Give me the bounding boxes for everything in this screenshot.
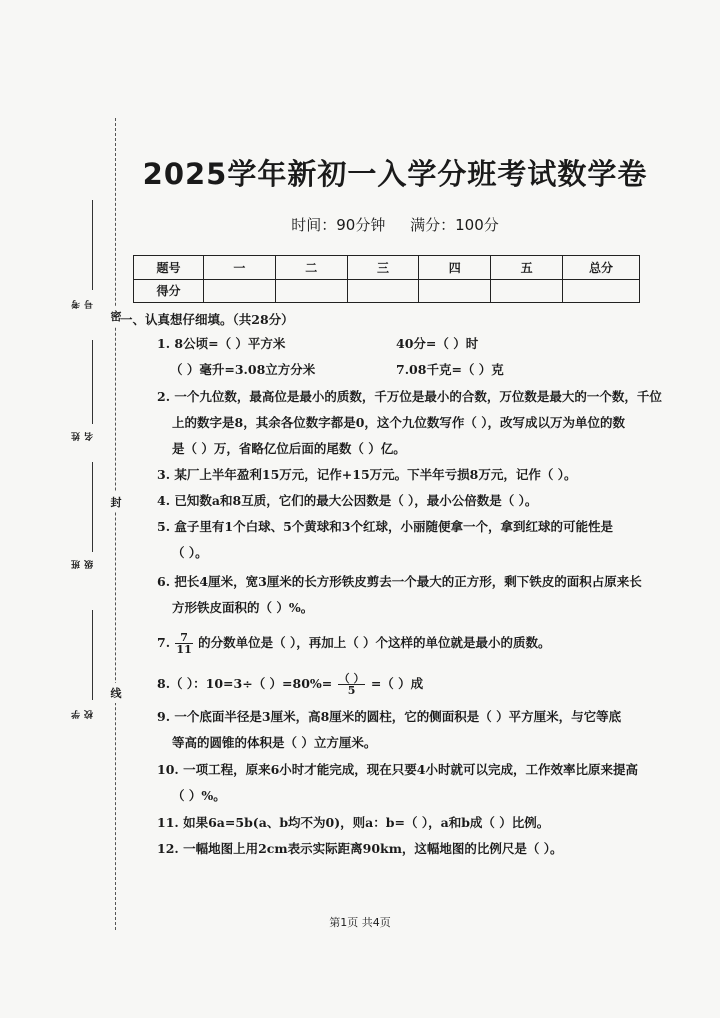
exam-time: 时间：90分钟 bbox=[291, 216, 386, 234]
question-2-line2: 上的数字是8，其余各位数字都是0，这个九位数写作（ ），改写成以万为单位的数 bbox=[172, 415, 625, 430]
fraction-numerator: 7 bbox=[175, 632, 192, 644]
question-10-line1: 10. 一项工程，原来6小时才能完成，现在只要4小时就可以完成，工作效率比原来提高 bbox=[157, 762, 638, 777]
score-header-cell: 一 bbox=[204, 256, 276, 280]
question-1d: 7.08千克=（ ）克 bbox=[396, 362, 504, 377]
score-header-cell: 总分 bbox=[563, 256, 640, 280]
name-label: 姓名 bbox=[72, 432, 95, 441]
class-label: 班级 bbox=[72, 560, 95, 569]
question-4: 4. 已知数a和8互质，它们的最大公因数是（ ），最小公倍数是（ ）。 bbox=[157, 493, 538, 508]
score-input-cell[interactable] bbox=[419, 279, 491, 303]
question-5-line1: 5. 盒子里有1个白球、5个黄球和3个红球，小丽随便拿一个，拿到红球的可能性是 bbox=[157, 519, 613, 534]
exam-full-score: 满分：100分 bbox=[410, 216, 499, 234]
score-input-cell[interactable] bbox=[275, 279, 347, 303]
question-9-line2: 等高的圆锥的体积是（ ）立方厘米。 bbox=[172, 735, 377, 750]
score-row-label: 得分 bbox=[134, 279, 204, 303]
question-1b: 40分=（ ）时 bbox=[396, 336, 479, 351]
question-8 bbox=[157, 673, 423, 696]
fraction-denominator: 11 bbox=[176, 643, 192, 656]
score-input-cell[interactable] bbox=[204, 279, 276, 303]
binding-dashed-line bbox=[115, 118, 116, 930]
question-7 bbox=[157, 632, 551, 655]
exam-number-label: 考号 bbox=[72, 300, 95, 309]
binding-mark-xian: 线 bbox=[108, 683, 124, 703]
question-9-line1: 9. 一个底面半径是3厘米，高8厘米的圆柱，它的侧面积是（ ）平方厘米，与它等底 bbox=[157, 709, 622, 724]
question-6-line2: 方形铁皮面积的（ ）%。 bbox=[172, 600, 314, 615]
fraction-numerator: （ ） bbox=[338, 672, 365, 685]
fraction-blank-over-five bbox=[338, 673, 366, 696]
section-1-title: 一、认真想仔细填。（共28分） bbox=[120, 312, 294, 327]
score-header-cell: 三 bbox=[347, 256, 419, 280]
binding-mark-feng: 封 bbox=[108, 492, 124, 512]
fraction-seven-elevenths bbox=[175, 632, 192, 655]
question-10-line2: （ ）%。 bbox=[172, 788, 226, 803]
score-table-header-row bbox=[134, 256, 640, 280]
exam-title: 2025学年新初一入学分班考试数学卷 bbox=[142, 157, 648, 191]
exam-meta bbox=[120, 214, 670, 235]
question-1c: （ ）毫升=3.08立方分米 bbox=[170, 362, 316, 377]
score-header-cell: 五 bbox=[491, 256, 563, 280]
school-label: 学校 bbox=[72, 710, 95, 719]
question-5-line2: （ ）。 bbox=[172, 545, 208, 560]
question-2-line3: 是（ ）万，省略亿位后面的尾数（ ）亿。 bbox=[172, 441, 406, 456]
question-11: 11. 如果6a=5b(a、b均不为0)，则a：b=（ ），a和b成（ ）比例。 bbox=[157, 815, 550, 830]
page-footer: 第1页 共4页 bbox=[329, 916, 391, 929]
score-header-cell: 题号 bbox=[134, 256, 204, 280]
question-7-text: 的分数单位是（ ），再加上（ ）个这样的单位就是最小的质数。 bbox=[198, 635, 551, 650]
question-12: 12. 一幅地图上用2cm表示实际距离90km，这幅地图的比例尺是（ ）。 bbox=[157, 841, 563, 856]
question-8-part-b: =（ ）成 bbox=[370, 676, 424, 691]
score-input-cell[interactable] bbox=[563, 279, 640, 303]
score-header-cell: 四 bbox=[419, 256, 491, 280]
school-line bbox=[92, 610, 93, 700]
class-line bbox=[92, 462, 93, 552]
fraction-denominator: 5 bbox=[347, 684, 356, 697]
score-table bbox=[133, 255, 640, 303]
question-7-number: 7. bbox=[157, 635, 171, 650]
score-input-cell[interactable] bbox=[347, 279, 419, 303]
question-6-line1: 6. 把长4厘米，宽3厘米的长方形铁皮剪去一个最大的正方形，剩下铁皮的面积占原来长 bbox=[157, 574, 642, 589]
score-input-cell[interactable] bbox=[491, 279, 563, 303]
question-3: 3. 某厂上半年盈利15万元，记作+15万元。下半年亏损8万元，记作（ ）。 bbox=[157, 467, 577, 482]
question-8-part-a: 8.（ ）：10=3÷（ ）=80%= bbox=[157, 676, 333, 691]
binding-mark-mi: 密 bbox=[108, 306, 124, 326]
score-table-score-row bbox=[134, 279, 640, 303]
question-2-line1: 2. 一个九位数，最高位是最小的质数，千万位是最小的合数，万位数是最大的一个数，千位 bbox=[157, 389, 662, 404]
exam-number-line bbox=[92, 200, 93, 290]
question-1a: 1. 8公顷=（ ）平方米 bbox=[157, 336, 286, 351]
score-header-cell: 二 bbox=[275, 256, 347, 280]
name-line bbox=[92, 340, 93, 424]
